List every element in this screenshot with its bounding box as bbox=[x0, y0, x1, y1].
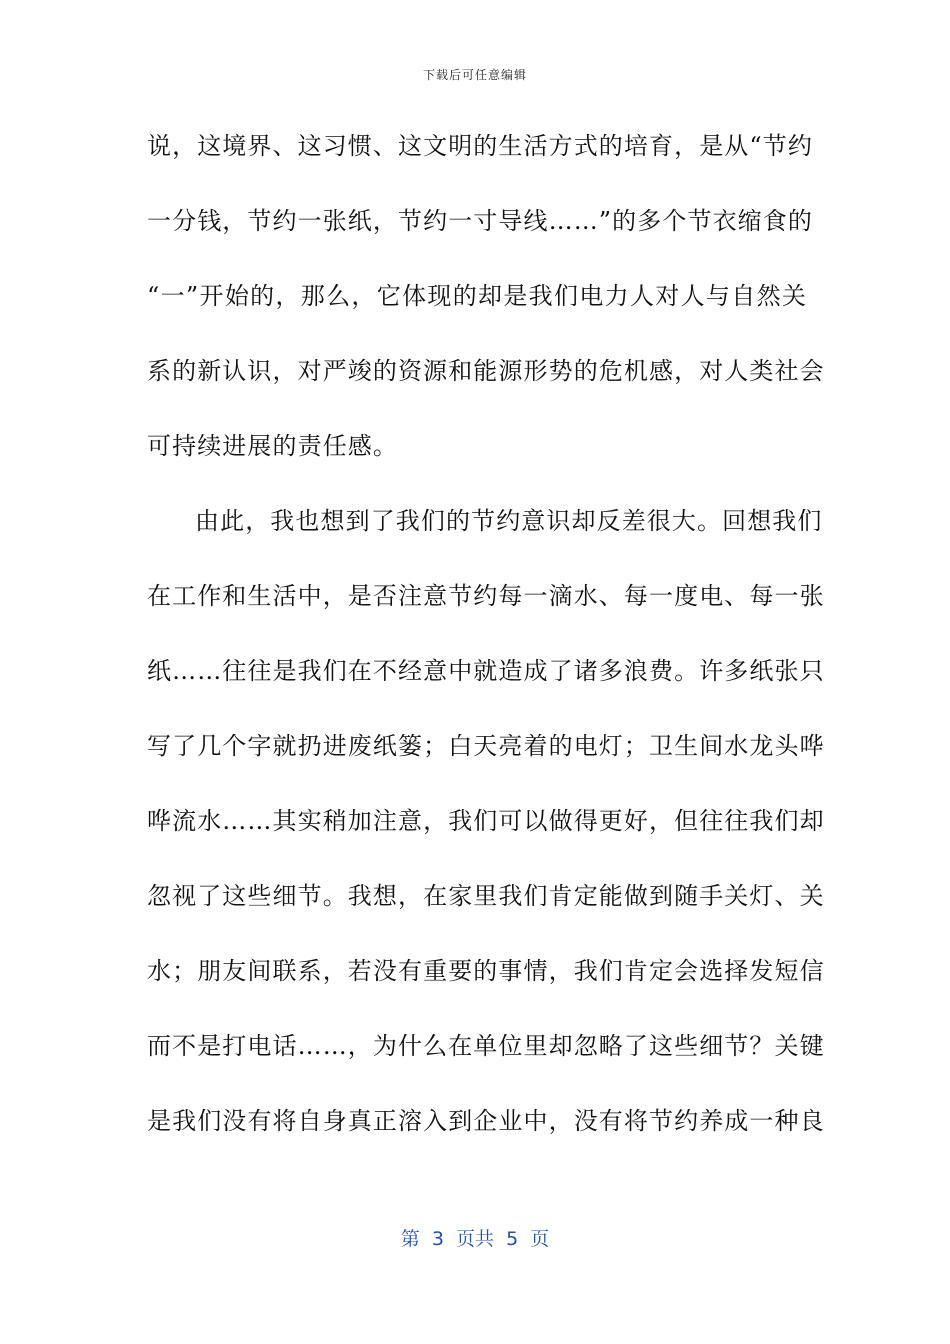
text-line: 说，这境界、这习惯、这文明的生活方式的培育，是从“节约 bbox=[147, 132, 813, 160]
text-line: 一分钱，节约一张纸，节约一寸导线……”的多个节衣缩食的 bbox=[147, 207, 813, 235]
page-header: 下载后可任意编辑 bbox=[422, 68, 527, 82]
text-line: 可持续进展的责任感。 bbox=[147, 432, 398, 460]
text-line: “一”开始的，那么，它体现的却是我们电力人对人与自然关 bbox=[147, 282, 807, 310]
text-line: 在工作和生活中，是否注意节约每一滴水、每一度电、每一张 bbox=[147, 582, 825, 610]
paragraph-first-line: 由此，我也想到了我们的节约意识却反差很大。回想我们 bbox=[195, 507, 823, 535]
page-number-footer: 第 3 页共 5 页 bbox=[400, 1228, 550, 1250]
text-line: 忽视了这些细节。我想，在家里我们肯定能做到随手关灯、关 bbox=[147, 882, 825, 910]
text-line: 而不是打电话……，为什么在单位里却忽略了这些细节？关键 bbox=[147, 1032, 825, 1060]
text-line: 哗流水……其实稍加注意，我们可以做得更好，但往往我们却 bbox=[147, 807, 825, 835]
text-line: 系的新认识，对严竣的资源和能源形势的危机感，对人类社会 bbox=[147, 357, 825, 385]
text-line: 是我们没有将自身真正溶入到企业中，没有将节约养成一种良 bbox=[147, 1107, 825, 1135]
text-line: 水；朋友间联系，若没有重要的事情，我们肯定会选择发短信 bbox=[147, 957, 825, 985]
text-line: 纸……往往是我们在不经意中就造成了诸多浪费。许多纸张只 bbox=[147, 657, 825, 685]
text-line: 写了几个字就扔进废纸篓；白天亮着的电灯；卫生间水龙头哗 bbox=[147, 732, 825, 760]
